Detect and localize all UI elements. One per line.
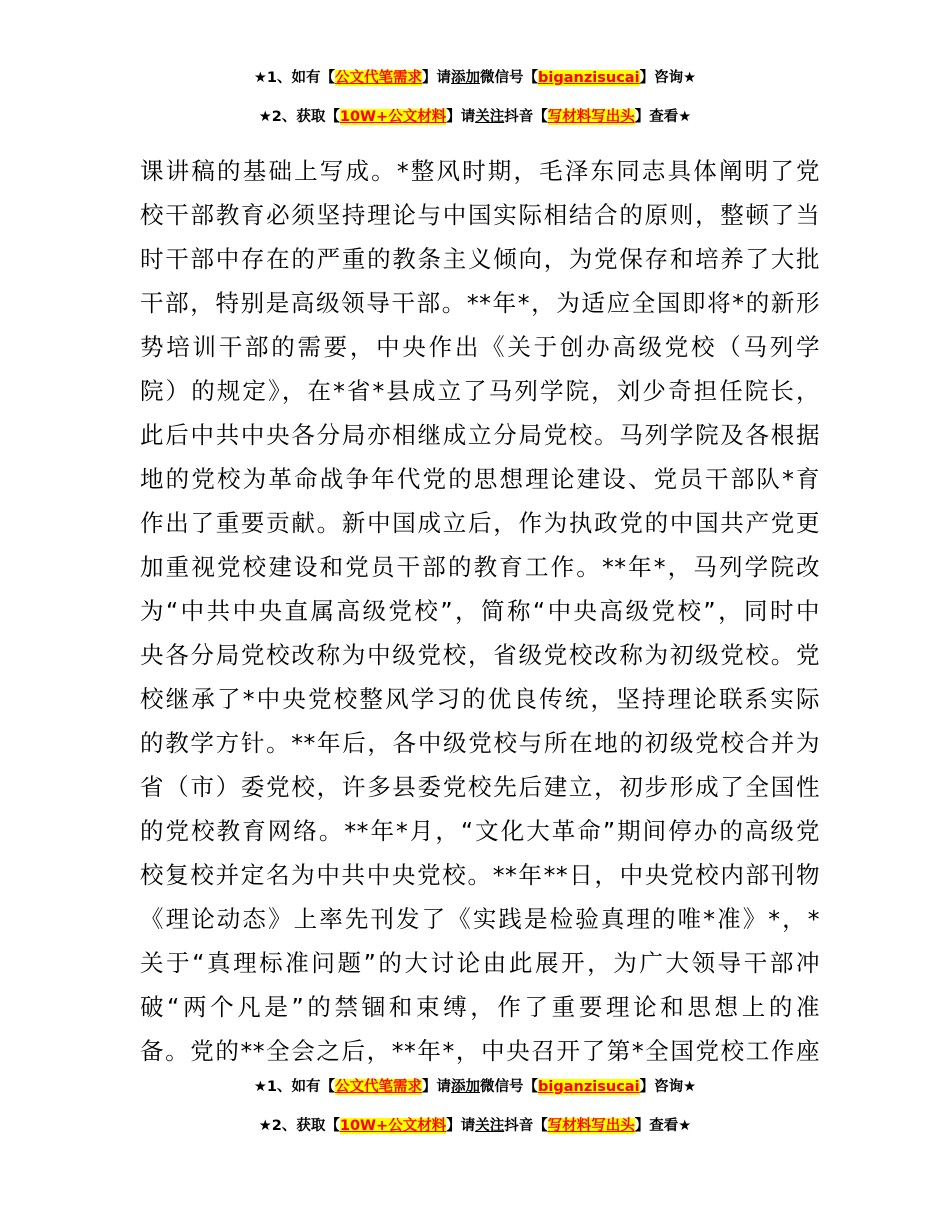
- body-line: 省（市）委党校，许多县委党校先后建立，初步形成了全国性: [140, 773, 820, 801]
- body-line: 为“中共中央直属高级党校”，简称“中央高级党校”，同时中: [140, 597, 820, 625]
- header-ad-line-2: [0, 107, 950, 127]
- body-line: 央各分局党校改称为中级党校，省级党校改称为初级党校。党: [140, 641, 820, 669]
- body-line: 加重视党校建设和党员干部的教育工作。**年*，马列学院改: [140, 553, 820, 581]
- body-line: 干部，特别是高级领导干部。**年*，为适应全国即将*的新形: [140, 289, 820, 317]
- body-line: 时干部中存在的严重的教条主义倾向，为党保存和培养了大批: [140, 245, 820, 273]
- body-line: 校复校并定名为中共中央党校。**年**日，中央党校内部刊物: [140, 861, 820, 889]
- footer-line1-suffix: 】咨询★: [639, 1079, 697, 1095]
- footer-line1-wechat-id: biganzisucai: [538, 1079, 640, 1095]
- header-line1-suffix: 】咨询★: [639, 70, 697, 86]
- footer-line2-mid2: 抖音【: [504, 1118, 548, 1134]
- footer-ad-line-2: [0, 1116, 950, 1136]
- body-line: 的教学方针。**年后，各中级党校与所在地的初级党校合并为: [140, 729, 820, 757]
- footer-line2-mid1: 】请: [446, 1118, 476, 1134]
- header-line1-mid1: 】请: [422, 70, 452, 86]
- footer-line1-mid1: 】请: [422, 1079, 452, 1095]
- header-line2-mid1: 】请: [446, 109, 476, 125]
- body-line: 地的党校为革命战争年代党的思想理论建设、党员干部队*育: [140, 465, 820, 493]
- header-line2-highlight: 10W+公文材料: [339, 109, 447, 125]
- body-line: 此后中共中央各分局亦相继成立分局党校。马列学院及各根据: [140, 421, 820, 449]
- header-line1-prefix: ★1、如有【: [253, 70, 336, 86]
- footer-line2-highlight: 10W+公文材料: [339, 1118, 447, 1134]
- footer-line2-suffix: 】查看★: [634, 1118, 692, 1134]
- header-line1-wechat-id: biganzisucai: [538, 70, 640, 86]
- body-line: 作出了重要贡献。新中国成立后，作为执政党的中国共产党更: [140, 509, 820, 537]
- footer-line2-underlined: 关注: [475, 1118, 505, 1134]
- header-ad-line-1: [0, 68, 950, 88]
- body-line: 院）的规定》，在*省*县成立了马列学院，刘少奇担任院长，: [140, 377, 820, 405]
- body-line: 关于“真理标准问题”的大讨论由此展开，为广大领导干部冲: [140, 949, 820, 977]
- body-line: 课讲稿的基础上写成。*整风时期，毛泽东同志具体阐明了党: [140, 157, 820, 185]
- footer-line2-prefix: ★2、获取【: [258, 1118, 340, 1134]
- body-line: 备。党的**全会之后，**年*，中央召开了第*全国党校工作座: [140, 1037, 820, 1065]
- footer-line2-douyin-id: 写材料写出头: [547, 1118, 635, 1134]
- footer-line1-mid2: 微信号【: [480, 1079, 539, 1095]
- header-line1-mid2: 微信号【: [480, 70, 539, 86]
- header-line2-mid2: 抖音【: [504, 109, 548, 125]
- header-line1-underlined: 添加: [451, 70, 481, 86]
- body-line: 的党校教育网络。**年*月，“文化大革命”期间停办的高级党: [140, 817, 820, 845]
- header-line1-highlight: 公文代笔需求: [335, 70, 423, 86]
- footer-line1-highlight: 公文代笔需求: [335, 1079, 423, 1095]
- body-line: 破“两个凡是”的禁锢和束缚，作了重要理论和思想上的准: [140, 993, 820, 1021]
- footer-line1-prefix: ★1、如有【: [253, 1079, 336, 1095]
- header-line2-suffix: 】查看★: [634, 109, 692, 125]
- footer-ad-line-1: [0, 1077, 950, 1097]
- document-body: [140, 149, 820, 1073]
- header-line2-prefix: ★2、获取【: [258, 109, 340, 125]
- body-line: 校继承了*中央党校整风学习的优良传统，坚持理论联系实际: [140, 685, 820, 713]
- header-line2-underlined: 关注: [475, 109, 505, 125]
- header-line2-douyin-id: 写材料写出头: [547, 109, 635, 125]
- body-line: 势培训干部的需要，中央作出《关于创办高级党校（马列学: [140, 333, 820, 361]
- body-line: 校干部教育必须坚持理论与中国实际相结合的原则，整顿了当: [140, 201, 820, 229]
- footer-line1-underlined: 添加: [451, 1079, 481, 1095]
- body-line: 《理论动态》上率先刊发了《实践是检验真理的唯*准》*，*: [140, 905, 820, 933]
